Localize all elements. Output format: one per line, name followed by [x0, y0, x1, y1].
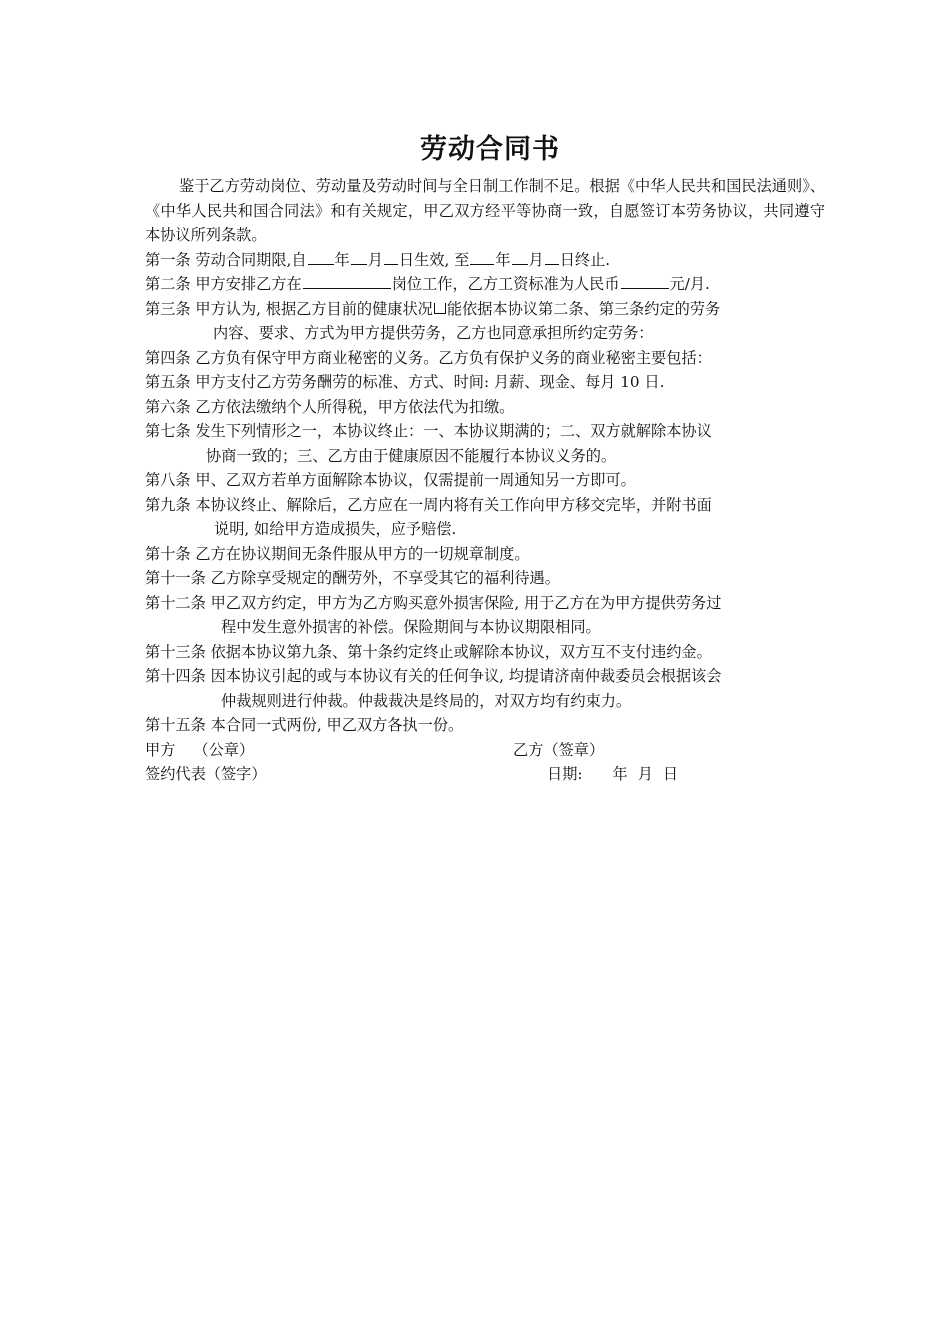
- blank-end-day: [545, 248, 559, 265]
- article-15-label: 第十五条: [145, 716, 206, 734]
- signature-row-representative: [145, 762, 825, 787]
- article-7: 第七条 发生下列情形之一，本协议终止：一、本协议期满的；二、双方就解除本协议 协商一致的；三、乙方由于健康原因不能履行本协议义务的。: [145, 422, 712, 465]
- article-8-label: 第八条: [145, 471, 191, 489]
- article-14: 第十四条 因本协议引起的或与本协议有关的任何争议, 均提请济南仲裁委员会根据该会 仲裁规则进行仲裁。仲裁裁决是终局的，对双方均有约束力。: [145, 667, 722, 710]
- article-1: 第一条 劳动合同期限,自 年 月 日生效, 至 年 月 日终止.: [145, 248, 825, 273]
- document-title: 劳动合同书: [420, 134, 560, 165]
- intro-paragraph: 鉴于乙方劳动岗位、劳动量及劳动时间与全日制工作制不足。根据《中华人民共和国民法通则》、《中华人民共和国合同法》和有关规定，甲乙双方经平等协商一致，自愿签订本劳务协议，共同遵守本协议所列条款。: [145, 177, 825, 244]
- article-9-label: 第九条: [145, 495, 191, 514]
- blank-health: [434, 303, 446, 314]
- article-6-label: 第六条: [145, 397, 191, 416]
- article-4-label: 第四条: [145, 348, 191, 367]
- blank-start-year: [308, 248, 334, 265]
- article-13: 第十三条 依据本协议第九条、第十条约定终止或解除本协议，双方互不支付违约金。: [145, 642, 712, 661]
- article-9: 第九条 本协议终止、解除后，乙方应在一周内将有关工作向甲方移交完毕，并附书面 说明, 如给甲方造成损失，应予赔偿.: [145, 495, 712, 538]
- article-15: 第十五条 本合同一式两份, 甲乙双方各执一份。: [145, 716, 464, 734]
- party-a-signature: 甲方 （公章）: [145, 740, 255, 759]
- article-6: 第六条 乙方依法缴纳个人所得税，甲方依法代为扣缴。: [145, 397, 515, 416]
- article-5-label: 第五条: [145, 373, 191, 391]
- article-4: 第四条 乙方负有保守甲方商业秘密的义务。乙方负有保护义务的商业秘密主要包括：: [145, 348, 712, 367]
- article-5: 第五条 甲方支付乙方劳务酬劳的标准、方式、时间: 月薪、现金、每月 10 日.: [145, 373, 665, 391]
- article-2: 第二条 甲方安排乙方在 岗位工作，乙方工资标准为人民币 元/月.: [145, 272, 825, 297]
- article-14-label: 第十四条: [145, 667, 206, 685]
- article-2-label: 第二条: [145, 275, 191, 293]
- signature-row-parties: [145, 738, 825, 763]
- article-11: 第十一条 乙方除享受规定的酬劳外，不享受其它的福利待遇。: [145, 569, 560, 587]
- article-11-label: 第十一条: [145, 569, 206, 587]
- blank-position: [303, 272, 391, 289]
- article-3: 第三条 甲方认为, 根据乙方目前的健康状况 能依据本协议第二条、第三条约定的劳务 内容、要求、方式为甲方提供劳务，乙方也同意承担所约定劳务：: [145, 299, 721, 342]
- signing-date: 日期: 年 月 日: [547, 765, 679, 783]
- blank-start-month: [351, 248, 367, 265]
- article-7-label: 第七条: [145, 422, 191, 440]
- blank-end-year: [470, 248, 494, 265]
- blank-end-month: [512, 248, 528, 265]
- article-10: 第十条 乙方在协议期间无条件服从甲方的一切规章制度。: [145, 544, 530, 563]
- article-13-label: 第十三条: [145, 642, 206, 661]
- article-12-label: 第十二条: [145, 593, 206, 612]
- blank-start-day: [384, 248, 398, 265]
- representative-signature: 签约代表（签字）: [145, 765, 267, 783]
- article-8: 第八条 甲、乙双方若单方面解除本协议，仅需提前一周通知另一方即可。: [145, 471, 636, 489]
- contract-page: [145, 128, 825, 787]
- blank-salary: [621, 272, 669, 289]
- article-12: 第十二条 甲乙双方约定，甲方为乙方购买意外损害保险, 用于乙方在为甲方提供劳务过 程中发生意外损害的补偿。保险期间与本协议期限相同。: [145, 593, 722, 636]
- party-b-signature: 乙方（签章）: [513, 740, 605, 759]
- article-10-label: 第十条: [145, 544, 191, 563]
- article-3-label: 第三条: [145, 299, 191, 318]
- article-1-label: 第一条: [145, 250, 191, 269]
